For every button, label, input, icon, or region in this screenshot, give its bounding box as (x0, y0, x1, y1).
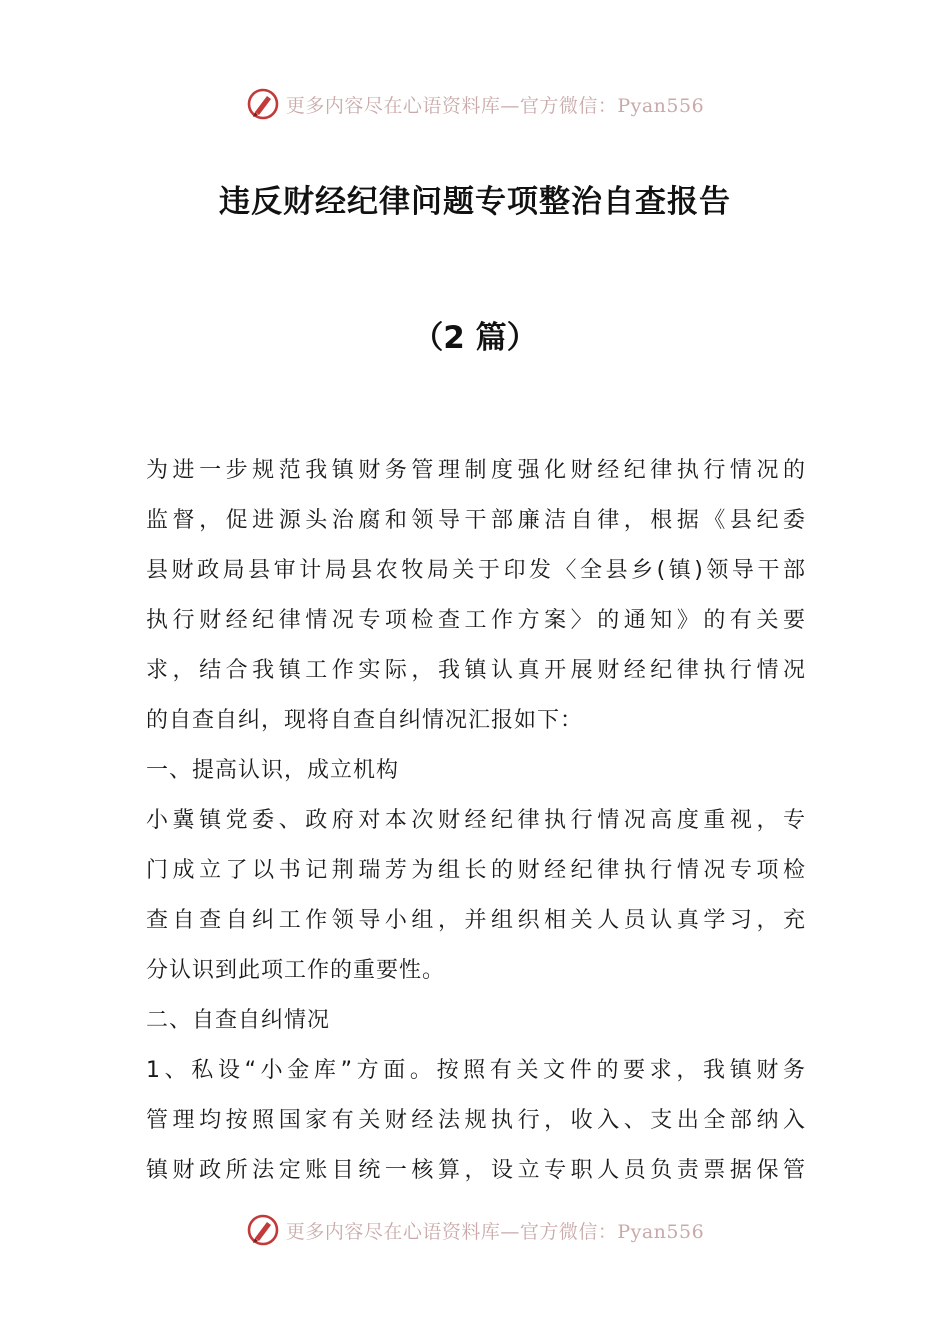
body-line: 小冀镇党委、政府对本次财经纪律执行情况高度重视，专 (146, 808, 806, 833)
body-line: 执行财经纪律情况专项检查工作方案〉的通知》的有关要 (146, 608, 806, 633)
body-line: 县财政局县审计局县农牧局关于印发〈全县乡(镇)领导干部 (146, 558, 806, 583)
body-line: 1、私设“小金库”方面。按照有关文件的要求，我镇财务 (146, 1058, 806, 1083)
body-line: 为进一步规范我镇财务管理制度强化财经纪律执行情况的 (146, 458, 806, 483)
body-line: 分认识到此项工作的重要性。 (146, 958, 446, 983)
body-line: 查自查自纠工作领导小组，并组织相关人员认真学习，充 (146, 908, 806, 933)
pen-circle-logo-icon (246, 1213, 280, 1247)
section-heading: 二、自查自纠情况 (146, 1008, 331, 1033)
watermark-text: 更多内容尽在心语资料库—官方微信：Pyan556 (285, 94, 705, 117)
body-line: 管理均按照国家有关财经法规执行，收入、支出全部纳入 (146, 1108, 806, 1133)
body-line: 门成立了以书记荆瑞芳为组长的财经纪律执行情况专项检 (146, 858, 806, 883)
section-heading: 一、提高认识，成立机构 (146, 758, 400, 783)
pen-circle-logo-icon (246, 87, 280, 121)
body-line: 镇财政所法定账目统一核算，设立专职人员负责票据保管 (146, 1158, 806, 1183)
body-line: 监督，促进源头治腐和领导干部廉洁自律，根据《县纪委 (146, 508, 806, 533)
watermark-text: 更多内容尽在心语资料库—官方微信：Pyan556 (285, 1220, 705, 1243)
body-line: 求，结合我镇工作实际，我镇认真开展财经纪律执行情况 (146, 658, 806, 683)
watermark-banner-top (0, 84, 950, 124)
document-title: 违反财经纪律问题专项整治自查报告 (219, 184, 731, 220)
document-body (146, 446, 806, 1196)
watermark-banner-bottom (0, 1210, 950, 1250)
body-line: 的自查自纠，现将自查自纠情况汇报如下： (146, 708, 584, 733)
document-subtitle: （2 篇） (412, 320, 538, 356)
